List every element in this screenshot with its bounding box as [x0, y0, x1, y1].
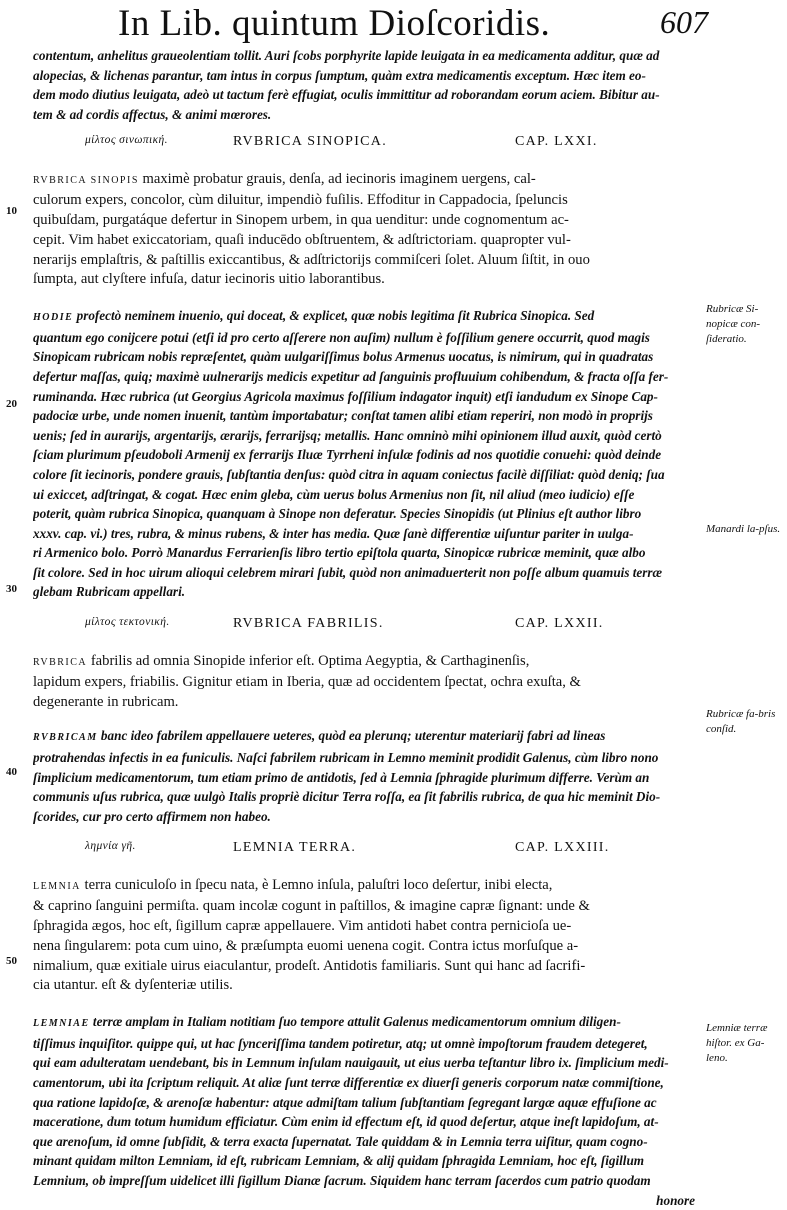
- chapter-latin-title: RVBRICA SINOPICA.: [233, 134, 388, 150]
- text-line: ri Armenico bolo. Porrò Manardus Ferrarienſis libro tertio epiſtola quarta, Sinopicæ rubricæ meminit, quæ albo: [33, 545, 646, 561]
- commentary-paragraph: [33, 1012, 695, 1210]
- commentary-paragraph: [33, 306, 695, 602]
- text-line: defertur maſſas, quiq; maximè uulnerarijs medicis expetitur ad ſanguinis profluuium cohibendum, & fracta oſſa fer-: [33, 368, 669, 384]
- dioscorides-text: [33, 170, 695, 290]
- chapter-greek-title: μίλτος σινωπική.: [85, 134, 168, 147]
- text-line: ui exiccet, adſtringat, & cogat. Hæc enim gleba, cùm uerus bolus Armenius non ſit, nil aliud (meo iudicio) eſſe: [33, 486, 635, 502]
- chapter-number: CAP. LXXI.: [515, 134, 598, 150]
- text-line: padociæ urbe, unde nomen inuenit, tantùm importabatur; conſtat tamen alibi etiam reperiri, non modò in proprijs: [33, 408, 653, 424]
- margin-note: Rubricæ fa-bris conſid.: [706, 708, 776, 735]
- lead-word: RVBRICA SINOPIS: [33, 175, 139, 187]
- text-line: nena ſingularem: pota cum uino, & præſumpta euomi uenena cogit. Contra ictus morſuſque a-: [33, 937, 579, 954]
- lead-word: RVBRICAM: [33, 732, 98, 744]
- text-line: qui eam adulteratam uendebant, bis in Lemnum inſulam nauigauit, ut eius uerba teſtantur libro ix. ſimplicium medi-: [33, 1055, 669, 1071]
- chapter-latin-title: RVBRICA FABRILIS.: [233, 616, 384, 632]
- text-line: cepit. Vim habet exiccatoriam, quaſi inducēdo obſtruentem, & adſtrictoriam. quapropter vul-: [33, 231, 571, 248]
- running-title: In Lib. quintum Dioſcoridis.: [118, 3, 551, 44]
- text-line: RVBRICA fabrilis ad omnia Sinopide inferior eſt. Optima Aegyptia, & Carthaginenſis,: [33, 653, 530, 670]
- text-line: nimalium, quæ exitiale uirus eiaculantur, prodeſt. Antidotis familiaris. Sunt qui hanc ad ſacrifi-: [33, 957, 586, 974]
- page-body: [33, 46, 695, 1210]
- text-line: & caprino ſanguini permiſta. quam incolæ cogunt in paſtillos, & imagine capræ ſignant: unde &: [33, 898, 590, 915]
- text-line: Sinopicam rubricam nobis repræſentet, quàm uulgariſſimus bolus Armenus uocatus, is nimirum, qui in quadratas: [33, 349, 654, 365]
- text-line: RVBRICAM banc ideo fabrilem appellauere ueteres, quòd ea plerunq; uterentur materiarij fabri ad lineas: [33, 728, 606, 744]
- text-line: communis uſus rubrica, quæ uulgò Italis propriè dicitur Terra roſſa, ea ſit fabrilis rubrica, de qua hic meminit Dio-: [33, 789, 661, 805]
- text-line: ſit colore. Sed in hoc uirum alioqui celebrem mirari ſubit, quòd non animaduerterit non poſſe album quamuis terræ: [33, 564, 663, 580]
- text-line: ſciam plurimum pſeudoboli Armenij ex ferrarijs Iluæ Tyrrheni inſulæ fodinis ad nos quotidie conuehi: quòd deinde: [33, 447, 662, 463]
- text-line: que arenoſum, id omne ſubſidit, & terra exacta ſupernatat. Tale quiddam & in Lemnia terra uiſitur, quam cogno-: [33, 1133, 648, 1149]
- chapter-number: CAP. LXXIII.: [515, 840, 610, 856]
- commentary-paragraph: [33, 726, 695, 826]
- lead-word: HODIE: [33, 312, 74, 324]
- chapter-number: CAP. LXXII.: [515, 616, 604, 632]
- text-line: uenis; ſed in aurarijs, argentarijs, ærarijs, ferrarijsq; metallis. Hanc omninò mihi opinionem illud auxit, quòd certò: [33, 427, 662, 443]
- lead-word: LEMNIA: [33, 881, 81, 893]
- chapter-greek-title: λημνία γῆ.: [85, 840, 136, 853]
- text-line: ſimplicium medicamentorum, tum etiam primo de antidotis, ſed à Lemnia ſphragide plurimum differre. Verùm an: [33, 769, 650, 785]
- line-number: 30: [6, 583, 17, 595]
- text-line: LEMNIAE terræ amplam in Italiam notitiam ſuo tempore attulit Galenus medicamentorum omnium diligen-: [33, 1014, 621, 1030]
- text-line: camentorum, ubi ita ſcriptum reliquit. At aliæ ſunt terræ differentiæ ex diuerſi generis corporum natæ commiſtione,: [33, 1074, 664, 1090]
- text-line: culorum expers, concolor, cùm diluitur, impendiò fuſilis. Effoditur in Cappadocia, ſpeluncis: [33, 192, 568, 209]
- text-line: cia utantur. eſt & dyſenteriæ utilis.: [33, 977, 233, 994]
- text-line: ruminanda. Hæc rubrica (ut Georgius Agricola maximus foſſilium indagator inquit) etſi iandudum ex Sinope Cap-: [33, 388, 658, 404]
- text-line: protrahendas infectis in ea funiculis. Naſci fabrilem rubricam in Lemno meminit prodidit Galenus, cùm libro nono: [33, 750, 659, 766]
- text-line: maceratione, dum totum humidum efficiatur. Cùm enim id effectum eſt, id quod deſertur, atque ineſt lapidoſum, at-: [33, 1114, 659, 1130]
- margin-note: Rubricæ Si-nopicæ con-ſideratio.: [706, 303, 761, 345]
- margin-note: Manardi la-pſus.: [706, 523, 781, 535]
- text-line: LEMNIA terra cuniculoſo in ſpecu nata, è Lemno inſula, paluſtri loco deſertur, inibi electa,: [33, 877, 553, 894]
- text-line: glebam Rubricam appellari.: [33, 584, 186, 600]
- text-line: ſcorides, cur pro certo affirmem non habeo.: [33, 808, 271, 824]
- text-line: tiſſimus inquiſitor. quippe qui, ut hac ſynceriſſima tandem potiretur, atq; ut omnè impoſtorum fraudem detegeret,: [33, 1035, 648, 1051]
- text-line: contentum, anhelitus graueolentiam tollit. Auri ſcobs porphyrite lapide leuigata in ea medicamenta additur, quæ ad: [33, 48, 660, 63]
- line-number: 40: [6, 766, 17, 778]
- text-line: qua ratione lapidoſæ, & arenoſæ habentur: atque admiſtam talium ſubſtantiam ſegregant largæ aquæ effuſione ac: [33, 1094, 657, 1110]
- text-line: ſphragida ægos, hoc eſt, ſigillum capræ appellauere. Vim antidoti habet contra pernicioſa ue-: [33, 918, 572, 935]
- catchword: honore: [656, 1192, 695, 1208]
- text-line: HODIE profectò neminem inuenio, qui doceat, & explicet, quæ nobis legitima ſit Rubrica Sinopica. Sed: [33, 308, 595, 324]
- text-line: colore ſit iecinoris, pondere grauis, ſubſtantia denſus: quòd citra in aquam coniectus facilè diſſiliat: quòd deniq; ſua: [33, 466, 665, 482]
- dioscorides-text: [33, 652, 695, 712]
- text-line: quantum ego conijcere potui (etſi id pro certo aſſerere non auſim) nullum è foſſilium genere occurrit, quod magis: [33, 329, 650, 345]
- text-line: degenerante in rubricam.: [33, 693, 179, 710]
- text-line: ſumpta, aut clyſtere infuſa, datur iecinoris uitio laborantibus.: [33, 271, 385, 288]
- text-line: alopecias, & lichenas parantur, tam intus in corpus ſumptum, quàm extra medicamentis exceptum. Hæc item eo-: [33, 67, 646, 83]
- text-line: quibuſdam, purgatáque defertur in Sinopem urbem, in qua uenditur: unde cognomentum ac-: [33, 211, 569, 228]
- line-number: 20: [6, 398, 17, 410]
- chapter-latin-title: LEMNIA TERRA.: [233, 840, 357, 856]
- line-number: 10: [6, 205, 17, 217]
- text-line: xxxv. cap. vi.) tres, rubra, & minus rubens, & inter has media. Quæ ſanè differentiæ uiſuntur pariter in uulga-: [33, 525, 634, 541]
- line-number: 50: [6, 955, 17, 967]
- lead-word: LEMNIAE: [33, 1018, 90, 1030]
- text-line: poterit, quàm rubrica Sinopica, quanquam à Sinope non deferatur. Species Sinopidis (ut Plinius eſt author libro: [33, 506, 642, 522]
- margin-note: Lemniæ terræ hiſtor. ex Ga-leno.: [706, 1022, 768, 1064]
- page-number: 607: [660, 4, 708, 40]
- text-line: lapidum expers, friabilis. Gignitur etiam in Iberia, quæ ad occidentem ſpectat, ochra exuſta, &: [33, 673, 581, 690]
- chapter-heading: [33, 134, 695, 156]
- chapter-heading: [33, 840, 695, 862]
- text-line: Lemnium, ob impreſſum uidelicet illi ſigillum Dianæ ſacrum. Siquidem hanc terram ſacerdos cum patrio quodam: [33, 1172, 651, 1188]
- dioscorides-text: [33, 876, 695, 996]
- page-header: [118, 2, 708, 46]
- text-line: tem & ad cordis affectus, & animi mœrores.: [33, 106, 272, 122]
- text-line: nerarijs emplaſtris, & paſtillis exiccantibus, & adſtrictorijs commiſceri ſolet. Aluum ſiſtit, in ouo: [33, 251, 590, 268]
- text-line: minant quidam milton Lemniam, id eſt, rubricam Lemniam, & alij quidam ſphragida Lemniam, hoc eſt, ſigillum: [33, 1153, 645, 1169]
- intro-paragraph: [33, 46, 695, 124]
- chapter-greek-title: μίλτος τεκτονική.: [85, 616, 170, 629]
- text-line: dem modo diutius leuigata, adeò ut tactum ferè effugiat, oculis immittitur ad roborandam eorum aciem. Bibitur au-: [33, 87, 660, 103]
- lead-word: RVBRICA: [33, 657, 88, 669]
- chapter-heading: [33, 616, 695, 638]
- text-line: RVBRICA SINOPIS maximè probatur grauis, denſa, ad iecinoris imaginem uergens, cal-: [33, 171, 536, 188]
